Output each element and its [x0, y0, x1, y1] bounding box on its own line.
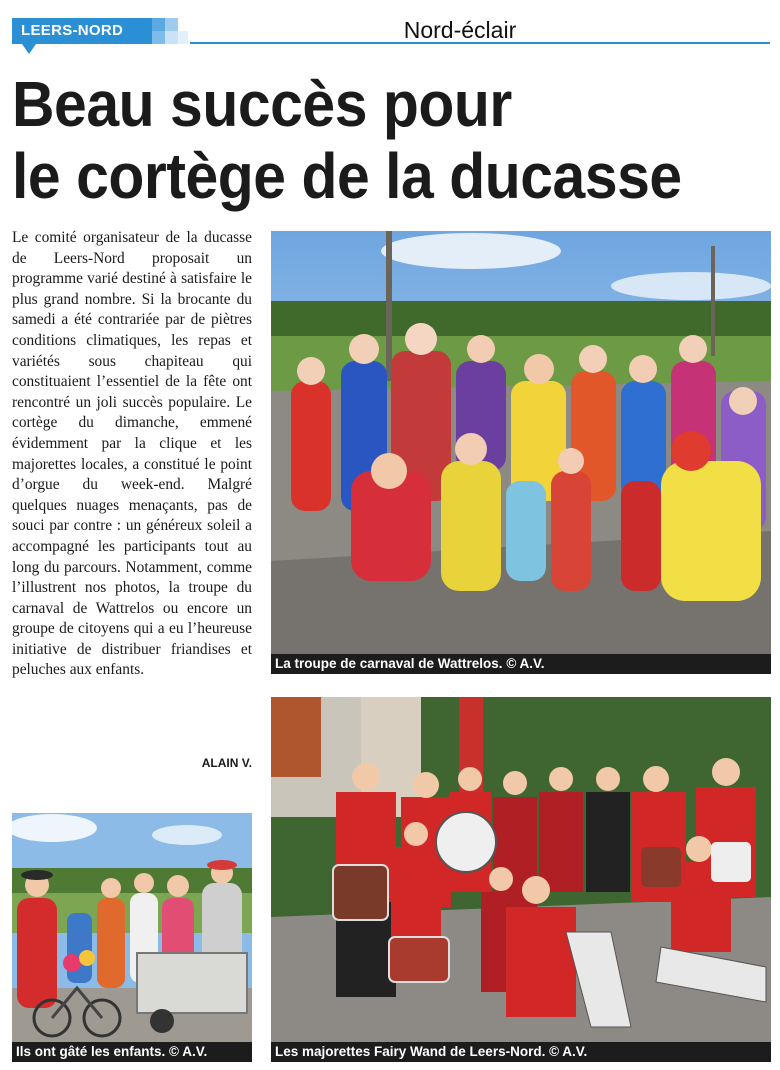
section-tag-pointer: [22, 44, 36, 54]
section-tag: [12, 18, 152, 44]
headline-line-1: Beau succès pour: [12, 68, 512, 140]
photo-children-treats: [12, 813, 252, 1042]
headline-line-2: le cortège de la ducasse: [12, 140, 682, 212]
decorative-squares: [152, 18, 192, 44]
page-header: [0, 0, 780, 60]
caption-children-treats: Ils ont gâté les enfants. © A.V.: [12, 1042, 252, 1062]
article-paragraph: Le comité organisateur de la ducasse de Leers-Nord proposait un programme varié destiné à satisfaire le plus grand nombre. Si la brocante du samedi a été contrariée par de piètres conditions climatiques, les repas et variétés sous chapiteau qui constituaient l’essentiel de la fête ont rencontré un joli succès populaire. Le cortège du dimanche, emmené évidemment par la clique et les majorettes locales, a constitué le point d’orgue du week-end. Malgré quelques nuages menaçants, pas de souci par contre : un généreux soleil a accompagné les participants tout au long du parcours. Notamment, comme l’illustrent nos photos, la troupe du carnaval de Wattrelos ou encore un groupe de citoyens qui a eu l’heureuse initiative de distribuer friandises et peluches aux enfants.: [12, 229, 252, 679]
section-tag-label: LEERS-NORD: [21, 22, 124, 39]
caption-majorettes: Les majorettes Fairy Wand de Leers-Nord. © A.V.: [271, 1042, 771, 1062]
newspaper-name: Nord-éclair: [403, 17, 517, 43]
photo-majorettes: [271, 697, 771, 1042]
byline: ALAIN V.: [201, 756, 252, 770]
caption-carnival-troupe: La troupe de carnaval de Wattrelos. © A.V.: [271, 654, 771, 674]
headline: [12, 68, 719, 212]
photo-carnival-troupe: [271, 231, 771, 654]
article-body: [12, 228, 252, 681]
